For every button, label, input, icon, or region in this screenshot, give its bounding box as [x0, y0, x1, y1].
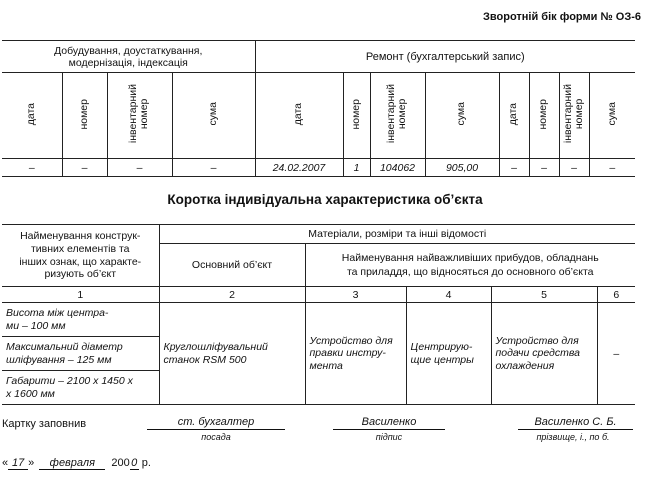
col-header-sum: сума — [425, 73, 499, 159]
form-title: Зворотній бік форми № ОЗ-6 — [483, 11, 641, 23]
device-4: – — [597, 303, 635, 405]
filled-by-label: Картку заповнив — [2, 418, 87, 430]
name-value: Василенко С. Б. — [518, 416, 633, 430]
cell-value: – — [499, 159, 529, 177]
main-object-header: Основний об’єкт — [159, 244, 305, 287]
column-number: 2 — [159, 287, 305, 303]
device-1: Устройство для правки инстру- мента — [305, 303, 406, 405]
cell-value: – — [62, 159, 107, 177]
col-header-number: номер — [62, 73, 107, 159]
signature-value: Василенко — [333, 416, 445, 430]
column-number: 3 — [305, 287, 406, 303]
cell-value: – — [589, 159, 635, 177]
name-caption: прізвище, і., по б. — [536, 432, 610, 442]
cell-value: 104062 — [370, 159, 425, 177]
position-caption: посада — [201, 432, 231, 442]
position-value: ст. бухгалтер — [147, 416, 285, 430]
col-header-inventory-number: інвентарний номер — [370, 73, 425, 159]
cell-value: 905,00 — [425, 159, 499, 177]
device-2: Центрирую- щие центры — [406, 303, 491, 405]
cell-value: – — [529, 159, 559, 177]
date-year-digit: 0 — [131, 457, 138, 469]
materials-header: Матеріали, розміри та інші відомості — [159, 225, 635, 244]
main-object-value: Круглошліфувальний станок RSM 500 — [159, 303, 305, 405]
cell-value: – — [107, 159, 172, 177]
col-header-sum: сума — [172, 73, 255, 159]
date-line: « 17 » февраля 2000 р. — [2, 457, 151, 469]
column-number: 4 — [406, 287, 491, 303]
signature-caption: підпис — [375, 432, 403, 442]
col-header-date: дата — [255, 73, 343, 159]
date-month: февраля — [39, 457, 105, 470]
repair-group-header: Ремонт (бухгалтерський запис) — [255, 41, 635, 73]
modernization-group-header — [2, 41, 255, 73]
characteristic-dimensions: Габарити – 2100 х 1450 х х 1600 мм — [2, 371, 159, 405]
cell-value: – — [2, 159, 62, 177]
col-header-elements: Найменування конструк- тивних елементів та інших ознак, що характе- ризують об’єкт — [2, 225, 159, 287]
col-header-number: номер — [343, 73, 370, 159]
devices-header: Найменування найважливіших прибудов, обладнань та приладдя, що відносяться до основного об’єкта — [305, 244, 635, 287]
modernization-repair-table — [2, 40, 635, 177]
table-row — [2, 159, 635, 177]
table-row — [2, 303, 635, 337]
cell-value: 24.02.2007 — [255, 159, 343, 177]
device-3: Устройство для подачи средства охлаждения — [491, 303, 597, 405]
characteristics-table — [2, 224, 635, 405]
characteristic-diameter: Максимальний діаметр шліфування – 125 мм — [2, 337, 159, 371]
date-day: 17 — [8, 457, 28, 470]
column-number: 5 — [491, 287, 597, 303]
cell-value: – — [172, 159, 255, 177]
characteristic-height: Висота між центра- ми – 100 мм — [2, 303, 159, 337]
col-header-inventory-number: інвентарний номер — [107, 73, 172, 159]
modernization-header-line2: модернізація, індексація — [68, 56, 188, 69]
column-numbers-row — [2, 287, 635, 303]
column-number: 6 — [597, 287, 635, 303]
cell-value: – — [559, 159, 589, 177]
col-header-date: дата — [499, 73, 529, 159]
col-header-number: номер — [529, 73, 559, 159]
col-header-inventory-number: інвентарний номер — [559, 73, 589, 159]
cell-value: 1 — [343, 159, 370, 177]
section-title: Коротка індивідуальна характеристика об’єкта — [167, 192, 483, 207]
column-number: 1 — [2, 287, 159, 303]
modernization-header-line1: Добудування, доустаткування, — [54, 44, 203, 57]
col-header-date: дата — [2, 73, 62, 159]
col-header-sum: сума — [589, 73, 635, 159]
